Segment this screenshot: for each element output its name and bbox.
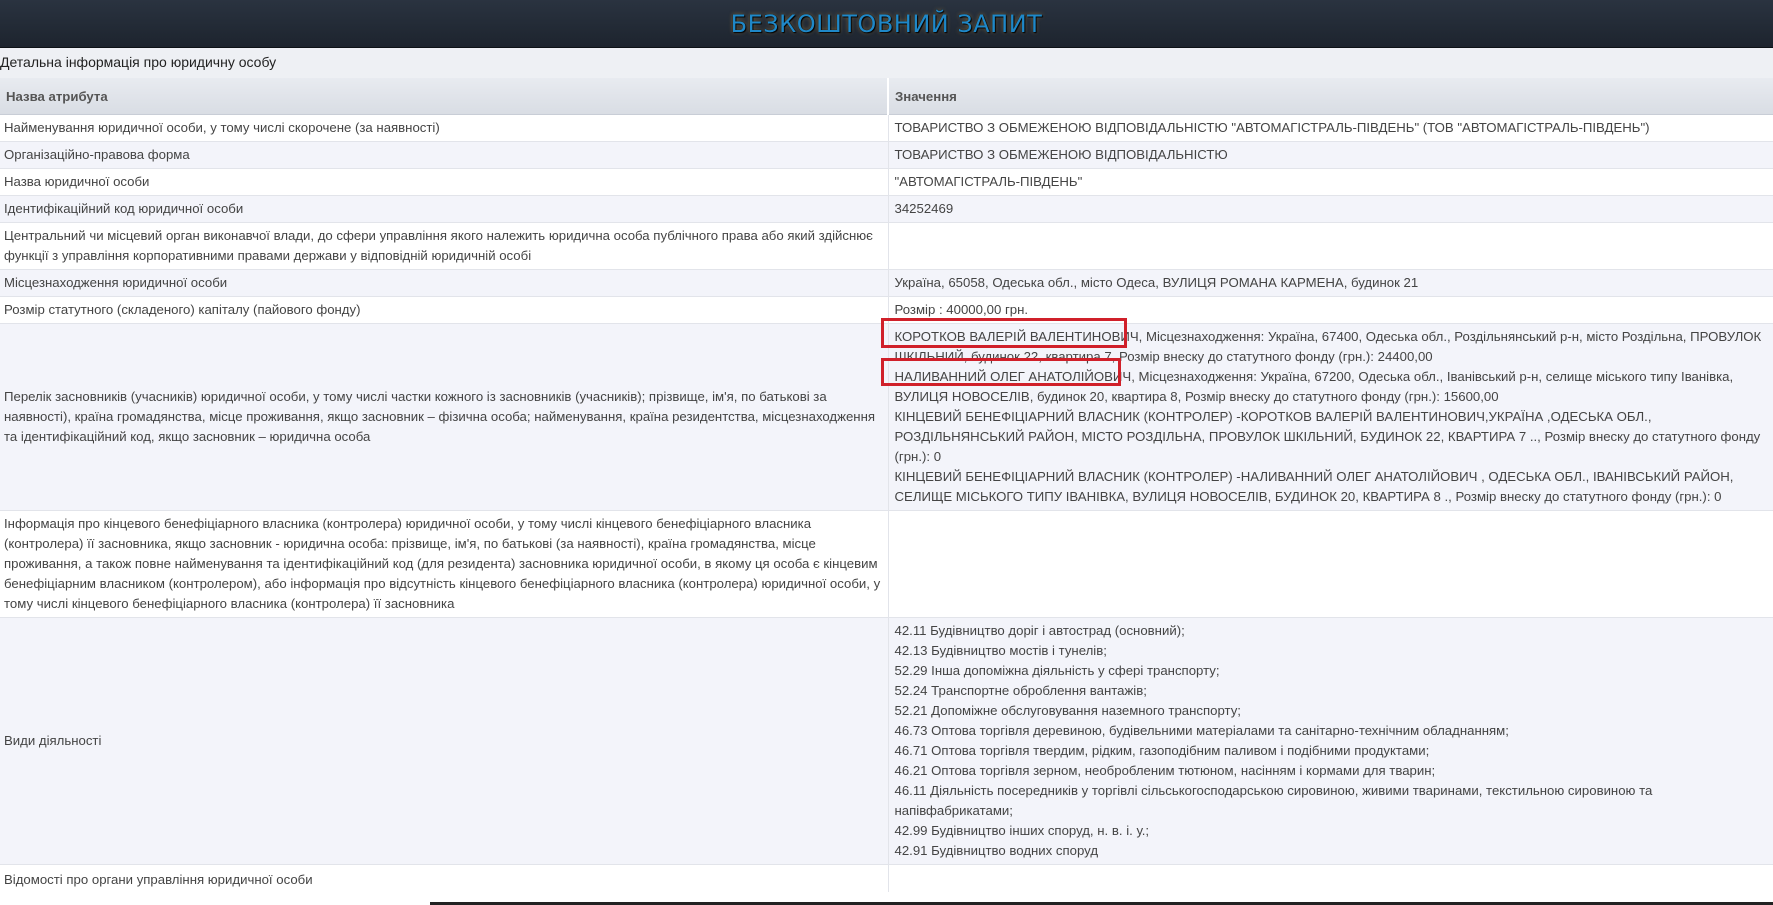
value-line: 46.73 Оптова торгівля деревиною, будівельними матеріалами та санітарно-технічним обладнанням;: [894, 723, 1509, 738]
attribute-value-cell: [888, 169, 1773, 196]
value-line: 42.13 Будівництво мостів і тунелів;: [894, 643, 1107, 658]
top-banner: [0, 0, 1773, 48]
value-line: НАЛИВАННИЙ ОЛЕГ АНАТОЛІЙОВИЧ, Місцезнаходження: Україна, 67200, Одеська обл., Іванівський р-н, селище міського типу Іванівка, ВУЛИЦЯ НОВОСЕЛІВ, будинок 20, квартира 8, Розмір внеску до статутного фонду (грн.): 15600,00: [894, 369, 1734, 404]
value-line: 34252469: [894, 201, 954, 216]
attribute-value-cell: [888, 270, 1773, 297]
value-line: 46.71 Оптова торгівля твердим, рідким, газоподібним паливом і подібними продуктами;: [894, 743, 1430, 758]
attribute-value-cell: [888, 115, 1773, 142]
table-row: [0, 169, 1773, 196]
table-row: [0, 511, 1773, 618]
value-line: 42.11 Будівництво доріг і автострад (основний);: [894, 623, 1185, 638]
attribute-name-cell: Відомості про органи управління юридичної особи: [0, 865, 888, 895]
attribute-value-cell: [888, 618, 1773, 865]
table-row: [0, 142, 1773, 169]
value-line: Розмір : 40000,00 грн.: [894, 302, 1029, 317]
attribute-value-cell: [888, 223, 1773, 270]
value-line: 52.24 Транспортне оброблення вантажів;: [894, 683, 1147, 698]
value-line: КІНЦЕВИЙ БЕНЕФІЦІАРНИЙ ВЛАСНИК (КОНТРОЛЕР) -НАЛИВАННИЙ ОЛЕГ АНАТОЛІЙОВИЧ , ОДЕСЬКА ОБЛ., ІВАНІВСЬКИЙ РАЙОН, СЕЛИЩЕ МІСЬКОГО ТИПУ ІВАНІВКА, ВУЛИЦЯ НОВОСЕЛІВ, БУДИНОК 20, КВАРТИРА 8 ., Розмір внеску до статутного фонду (грн.): 0: [894, 469, 1734, 504]
column-header-name[interactable]: Назва атрибута: [0, 78, 888, 115]
column-header-value[interactable]: Значення: [888, 78, 1773, 115]
attribute-value-cell: [888, 324, 1773, 511]
attribute-name-cell: Організаційно-правова форма: [0, 142, 888, 169]
attribute-name-cell: Види діяльності: [0, 618, 888, 865]
page-caption: Детальна інформація про юридичну особу: [0, 48, 1773, 78]
bottom-scroll-strip: [0, 892, 1773, 905]
value-line: ТОВАРИСТВО З ОБМЕЖЕНОЮ ВІДПОВІДАЛЬНІСТЮ: [894, 147, 1228, 162]
attribute-name-cell: Назва юридичної особи: [0, 169, 888, 196]
table-row: [0, 270, 1773, 297]
attribute-value-cell: [888, 297, 1773, 324]
attribute-name-cell: Найменування юридичної особи, у тому числі скорочене (за наявності): [0, 115, 888, 142]
value-line: ТОВАРИСТВО З ОБМЕЖЕНОЮ ВІДПОВІДАЛЬНІСТЮ "АВТОМАГІСТРАЛЬ-ПІВДЕНЬ" (ТОВ "АВТОМАГІСТРАЛЬ-ПІВДЕНЬ"): [894, 120, 1650, 135]
attribute-name-cell: Інформація про кінцевого бенефіціарного власника (контролера) юридичної особи, у тому числі кінцевого бенефіціарного власника (контролера) її засновника, якщо засновник - юридична особа: прізвище, ім'я, по батькові (за наявності), країна громадянства, місце проживання, а також повне найменування та ідентифікаційний код (для резидента) засновника юридичної особи, в якому ця особа є кінцевим бенефіціарним власником (контролером), або інформація про відсутність кінцевого бенефіціарного власника (контролера) юридичної особи, у тому числі кінцевого бенефіціарного власника (контролера) її засновника: [0, 511, 888, 618]
value-line: "АВТОМАГІСТРАЛЬ-ПІВДЕНЬ": [894, 174, 1083, 189]
value-line: КІНЦЕВИЙ БЕНЕФІЦІАРНИЙ ВЛАСНИК (КОНТРОЛЕР) -КОРОТКОВ ВАЛЕРІЙ ВАЛЕНТИНОВИЧ,УКРАЇНА ,ОДЕСЬКА ОБЛ., РОЗДІЛЬНЯНСЬКИЙ РАЙОН, МІСТО РОЗДІЛЬНА, ПРОВУЛОК ШКІЛЬНИЙ, БУДИНОК 22, КВАРТИРА 7 .., Розмір внеску до статутного фонду (грн.): 0: [894, 409, 1761, 464]
value-line: 42.91 Будівництво водних споруд: [894, 843, 1099, 858]
page-banner-title: БЕЗКОШТОВНИЙ ЗАПИТ: [730, 9, 1043, 38]
table-header-row: [0, 78, 1773, 115]
value-line: Україна, 65058, Одеська обл., місто Одеса, ВУЛИЦЯ РОМАНА КАРМЕНА, будинок 21: [894, 275, 1419, 290]
value-line: 46.11 Діяльність посередників у торгівлі сільськогосподарською сировиною, живими тваринами, текстильною сировиною та напівфабрикатами;: [894, 783, 1653, 818]
table-row: [0, 865, 1773, 895]
value-line: 46.21 Оптова торгівля зерном, необробленим тютюном, насінням і кормами для тварин;: [894, 763, 1436, 778]
attribute-name-cell: Перелік засновників (учасників) юридичної особи, у тому числі частки кожного із засновників (учасників); прізвище, ім'я, по батькові за наявності), країна громадянства, місце проживання, якщо засновник – фізична особа; найменування, країна резидентства, місцезнаходження та ідентифікаційний код, якщо засновник – юридична особа: [0, 324, 888, 511]
attribute-value-cell: [888, 865, 1773, 895]
attribute-name-cell: Розмір статутного (складеного) капіталу (пайового фонду): [0, 297, 888, 324]
table-row: [0, 297, 1773, 324]
value-line: КОРОТКОВ ВАЛЕРІЙ ВАЛЕНТИНОВИЧ, Місцезнаходження: Україна, 67400, Одеська обл., Роздільнянський р-н, місто Роздільна, ПРОВУЛОК ШКІЛЬНИЙ, будинок 22, квартира 7, Розмір внеску до статутного фонду (грн.): 24400,00: [894, 329, 1762, 364]
attribute-name-cell: Місцезнаходження юридичної особи: [0, 270, 888, 297]
table-row: [0, 115, 1773, 142]
details-table: [0, 78, 1773, 895]
attribute-value-cell: [888, 511, 1773, 618]
table-row: [0, 223, 1773, 270]
table-row: [0, 324, 1773, 511]
attribute-name-cell: Центральний чи місцевий орган виконавчої влади, до сфери управління якого належить юридична особа публічного права або який здійснює функції з управління корпоративними правами держави у відповідній юридичній особі: [0, 223, 888, 270]
value-line: 52.21 Допоміжне обслуговування наземного транспорту;: [894, 703, 1241, 718]
table-row: [0, 618, 1773, 865]
value-line: 42.99 Будівництво інших споруд, н. в. і. у.;: [894, 823, 1150, 838]
attribute-value-cell: [888, 196, 1773, 223]
table-row: [0, 196, 1773, 223]
attribute-name-cell: Ідентифікаційний код юридичної особи: [0, 196, 888, 223]
attribute-value-cell: [888, 142, 1773, 169]
value-line: 52.29 Інша допоміжна діяльність у сфері транспорту;: [894, 663, 1220, 678]
